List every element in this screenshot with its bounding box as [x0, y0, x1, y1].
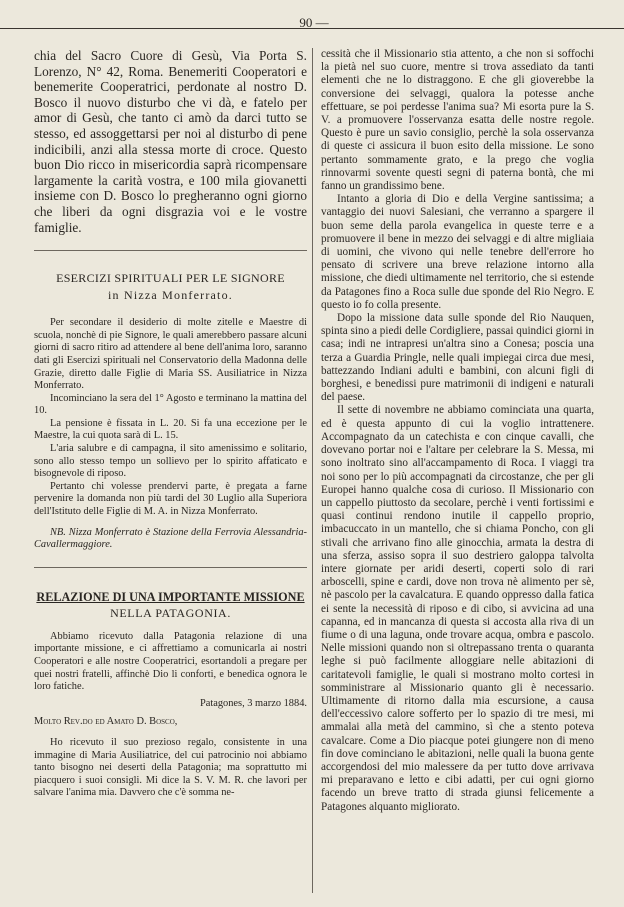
esercizi-paragraph: Incominciano la sera del 1° Agosto e terminano la mattina del 10. [34, 392, 307, 417]
letter-paragraph: Dopo la missione data sulle sponde del Rio Nauquen, spinta sino a piedi delle Cordigliere, passai quindici giorni in casa; indi ne intrapresi un'altra sino a Conesa; poscia una terza a Guardia Pringle, nelle quali impiegai circa due mesi, battezzando Indiani adulti e bambini, con alcuni figli di borghesi, e benedissi pure matrimonii di indigeni e naturali del paese. [321, 312, 594, 404]
page-number: 90 — [299, 15, 329, 30]
letter-paragraph: Intanto a gloria di Dio e della Vergine santissima; a vantaggio dei nuovi Salesiani, che verranno a spargere il buon seme della parola evangelica in queste terre e a promuovere il bene in mezzo dei selvaggi e di altre migliaia di uomini, che vivono qui nelle tenebre dell'errore ho pensato di scrivere una breve relazione intorno alla missione, che diedi ultimamente nel territorio, che si estende da Patagones fino a Roca sulle due sponde del Rio Negro. E questo io fo colla presente. [321, 193, 594, 311]
letter-salutation: Molto Rev.do ed Amato D. Bosco, [34, 716, 178, 728]
page-header [34, 12, 594, 34]
left-column [34, 48, 307, 897]
right-column [321, 48, 594, 897]
esercizi-paragraph: Per secondare il desiderio di molte zitelle e Maestre di scuola, nonchè di pie Signore, le quali amerebbero passare alcuni giorni di sacro ritiro ad attendere al bene dell'anima loro, saranno dati gli Esercizi spirituali nel Conservatorio della Madonna delle Grazie, diretto dalle Figlie di Maria SS. Ausiliatrice in Nizza Monferrato. [34, 317, 307, 392]
esercizi-paragraph: L'aria salubre e di campagna, il sito amenissimo e solitario, sono allo stesso tempo un sollievo per lo spirito affaticato e bisognevole di riposo. [34, 443, 307, 480]
esercizi-note: NB. Nizza Monferrato è Stazione della Ferrovia Alessandria-Cavallermaggiore. [34, 526, 307, 551]
columns [34, 48, 594, 897]
letter-paragraph: Ho ricevuto il suo prezioso regalo, consistente in una immagine di Maria Ausiliatrice, del cui patrocinio noi abbiamo tanto bisogno nei deserti della Patagonia; ma soprattutto mi piacquero i suoi consigli. Mi dice la S. V. M. R. che lavori per salvare l'anima mia. Davvero che c'è somma ne- [34, 736, 307, 799]
letter-paragraph: Il sette di novembre ne abbiamo cominciata una quarta, ed è questa appunto di cui la voglio intrattenere. Accompagnato da un catechista e con cinque cavalli, che dovevano portar noi e l'altare per celebrare la S. Messa, mi sono inoltrato sino all'accampamento di Roca. I viaggi tra noi sono per lo più accompagnati da circostanze, che per gli Europei hanno qualche cosa di curioso. Il Missionario con un cappello piuttosto da secolare, perchè i venti fortissimi e quasi continui rendono inutile il cappello proprio, imbacuccato in un mantello, che si chiama Poncho, con gli stivali che arrivano fino alle ginocchia, armata la destra di una sferza, assiso sopra il suo destriero galoppa talvolta intere giornate per aridi deserti, coperti solo di rari arboscelli, spine e cardi, dove non trova nè alimento per sè, nè pascolo per la cavalcatura. E quando oppresso dalla fatica ei sente la necessità di riposo e di cibo, si avvicina ad una capanna, ed in mancanza di questa si accosta alla riva di un fiume o di una laguna, onde trovare acqua, ombra e pascolo. Nelle missioni quando non si oltrepassano trenta o quaranta leghe si può facilmente alloggiare nelle abitazioni di caritatevoli famiglie, le quali si mostrano molto cortesi in somministrare al Missionario quanto gli è necessario. Ultimamente di ritorno dalla mia escursione, a causa dell'eccessivo calore sofferto per lo spazio di tre mesi, mi ammalai alla metà del cammino, sì che a stento poteva cavalcare. Come a Dio piacque potei giungere non di meno fin dove cominciano le abitazioni, nelle quali la buona gente accorgendosi del mio malessere da per tutto dove arrivava mi preparavano e letto e cibi adatti, per cui ogni giorno facendo un breve tratto di strada giunsi felicemente a Patagones alquanto migliorato. [321, 404, 594, 813]
header-rule [0, 28, 624, 29]
section-title-esercizi: ESERCIZI SPIRITUALI PER LE SIGNORE [56, 271, 285, 286]
letter-date: Patagones, 3 marzo 1884. [199, 697, 307, 709]
esercizi-paragraph: La pensione è fissata in L. 20. Si fa una eccezione per le Maestre, la cui quota sarà di L. 15. [34, 417, 307, 442]
section-subtitle-patagonia: NELLA PATAGONIA. [110, 605, 231, 620]
section-title-relazione: RELAZIONE DI UNA IMPORTANTE MISSIONE [36, 589, 305, 604]
section-subtitle-nizza: in Nizza Monferrato. [108, 288, 233, 303]
intro-paragraph: chia del Sacro Cuore di Gesù, Via Porta S. Lorenzo, N° 42, Roma. Benemeriti Cooperatori e benemerite Cooperatrici, perdonate al nostro D. Bosco il nuovo disturbo che vi dà, e fatelo per amor di Gesù, che tanto ci amò da darci tutto se stesso, ed assoggettarsi per noi al disturbo di pene indicibili, anzi alla stessa morte di croce. Questo buon Dio ricco in misericordia saprà ricompensare largamente la carità vostra, e 100 mila giovanetti insieme con D. Bosco lo pregheranno ogni giorno che liberi da ogni disgrazia voi e le vostre famiglie. [34, 48, 307, 235]
letter-paragraph: cessità che il Missionario stia attento, a che non si soffochi la pietà nel suo cuore, mentre si trova assediato da tanti elementi che ne lo distraggono. E che gli gioverebbe la conversione dei selvaggi, qualora la potesse anche effettuare, se poi perdesse l'anima sua? Mi esorta pure la S. V. a promuovere l'osservanza esatta delle nostre regole. Questo è pure un savio consiglio, perchè la sola osservanza di queste ci assicura il buon esito della missione. Le sono pertanto sommamente grato, e la prego che voglia rinnovarmi sovente questi segni di paterna bontà, che mi fanno un grandissimo bene. [321, 48, 594, 193]
relazione-intro: Abbiamo ricevuto dalla Patagonia relazione di una importante missione, e ci affrettiamo a comunicarla ai nostri Cooperatori e alle nostre Cooperatrici, esortandoli a pregare per quei nostri fratelli, affinchè Dio li conforti, e benedica ognora le loro fatiche. [34, 630, 307, 693]
section-divider [34, 250, 307, 251]
section-divider [34, 567, 307, 568]
esercizi-paragraph: Pertanto chi volesse prendervi parte, è pregata a farne pervenire la domanda non più tardi del 30 Luglio alla Superiora dell'Istituto delle Figlie di M. A. in Nizza Monferrato. [34, 480, 307, 518]
